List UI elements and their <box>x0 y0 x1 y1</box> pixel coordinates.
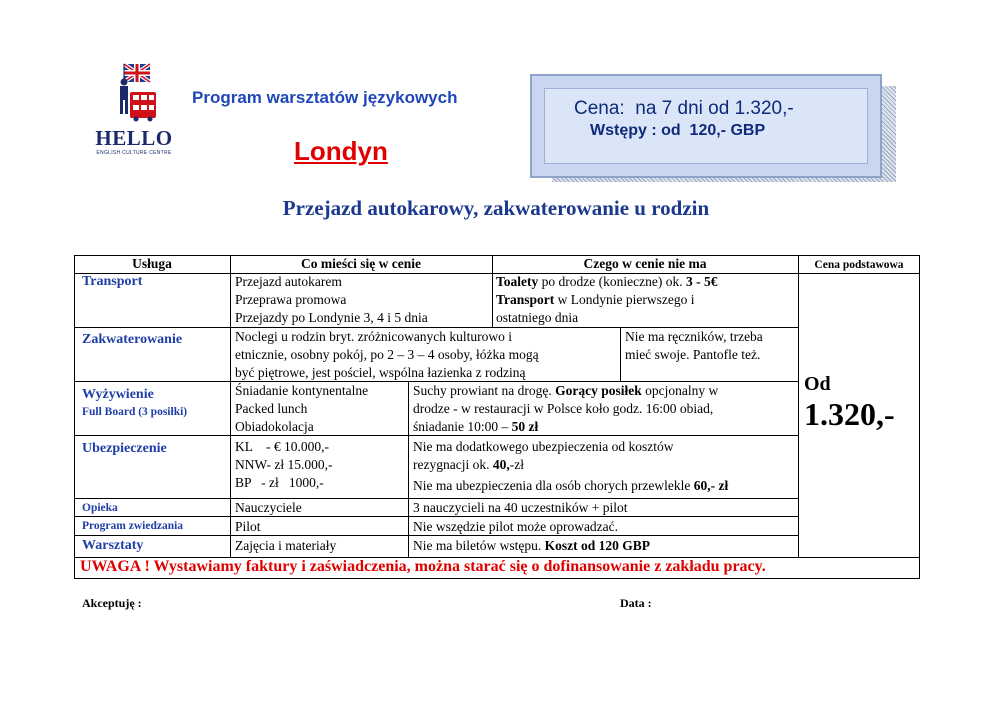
city-title: Londyn <box>294 136 388 166</box>
page-subtitle: Przejazd autokarowy, zakwaterowanie u rodzin <box>282 196 710 220</box>
header-service: Usługa <box>132 256 172 271</box>
bus-icon <box>130 92 156 122</box>
price-line-2: Wstępy : od 120,- GBP <box>590 122 766 139</box>
row-label-accommodation: Zakwaterowanie <box>82 332 183 347</box>
food-included-3: Obiadokolacja <box>235 419 314 434</box>
price-label: Od <box>804 373 831 395</box>
accommodation-included-2: etnicznie, osobny pokój, po 2 – 3 – 4 osoby, łóżka mogą <box>235 347 539 362</box>
sightseeing-included: Pilot <box>235 519 261 534</box>
row-label-workshops: Warsztaty <box>82 538 144 553</box>
price-line-1: Cena: na 7 dni od 1.320,- <box>574 98 794 119</box>
insurance-excluded-3: Nie ma ubezpieczenia dla osób chorych przewlekle 60,- zł <box>413 478 729 493</box>
food-excluded-3: śniadanie 10:00 – 50 zł <box>413 419 539 434</box>
uk-flag-icon <box>124 64 150 82</box>
food-included-2: Packed lunch <box>235 401 308 416</box>
row-sublabel-food: Full Board (3 posiłki) <box>82 406 188 418</box>
transport-included-2: Przeprawa promowa <box>235 292 347 307</box>
accommodation-excluded-2: mieć swoje. Pantofle też. <box>625 347 761 362</box>
program-title: Program warsztatów językowych <box>192 88 458 107</box>
row-label-care: Opieka <box>82 502 118 514</box>
row-label-food: Wyżywienie <box>82 387 154 402</box>
care-excluded: 3 nauczycieli na 40 uczestników + pilot <box>413 500 628 515</box>
insurance-excluded-1: Nie ma dodatkowego ubezpieczenia od kosztów <box>413 439 674 454</box>
food-included-1: Śniadanie kontynentalne <box>235 383 369 398</box>
transport-included-1: Przejazd autokarem <box>235 274 342 289</box>
insurance-excluded-2: rezygnacji ok. 40,-zł <box>413 457 524 472</box>
row-label-insurance: Ubezpieczenie <box>82 441 167 456</box>
row-label-sightseeing: Program zwiedzania <box>82 520 184 532</box>
transport-excluded-1: Toalety po drodze (konieczne) ok. 3 - 5€ <box>496 274 718 289</box>
row-label-transport: Transport <box>82 274 143 289</box>
logo-subtitle: ENGLISH CULTURE CENTRE <box>96 150 172 156</box>
insurance-included-3: BP - zł 1000,- <box>235 475 324 490</box>
food-excluded-1: Suchy prowiant na drogę. Gorący posiłek opcjonalny w <box>413 383 719 398</box>
price-value: 1.320,- <box>804 396 895 432</box>
sightseeing-excluded: Nie wszędzie pilot może oprowadzać. <box>413 519 619 534</box>
transport-excluded-2: Transport w Londynie pierwszego i <box>496 292 695 307</box>
header-price: Cena podstawowa <box>814 259 904 271</box>
header-excluded: Czego w cenie nie ma <box>583 256 707 271</box>
food-excluded-2: drodze - w restauracji w Polsce koło godz. 16:00 obiad, <box>413 401 714 416</box>
accommodation-excluded-1: Nie ma ręczników, trzeba <box>625 329 763 344</box>
accommodation-included-3: być piętrowe, jest pościel, wspólna łazienka z rodziną <box>235 365 526 380</box>
date-label: Data : <box>620 596 652 610</box>
accept-label: Akceptuję : <box>82 596 142 610</box>
services-table <box>74 255 920 579</box>
transport-excluded-3: ostatniego dnia <box>496 310 579 325</box>
workshops-included: Zajęcia i materiały <box>235 538 337 553</box>
workshops-excluded: Nie ma biletów wstępu. Koszt od 120 GBP <box>413 538 650 553</box>
transport-included-3: Przejazdy po Londynie 3, 4 i 5 dnia <box>235 310 428 325</box>
warning-text: UWAGA ! Wystawiamy faktury i zaświadczenia, można starać się o dofinansowanie z zakładu pracy. <box>80 558 766 575</box>
logo-wordmark: HELLO <box>95 126 173 150</box>
header-included: Co mieści się w cenie <box>301 256 421 271</box>
insurance-included-2: NNW- zł 15.000,- <box>235 457 333 472</box>
accommodation-included-1: Noclegi u rodzin bryt. zróżnicowanych kulturowo i <box>235 329 513 344</box>
insurance-included-1: KL - € 10.000,- <box>235 439 329 454</box>
care-included: Nauczyciele <box>235 500 302 515</box>
